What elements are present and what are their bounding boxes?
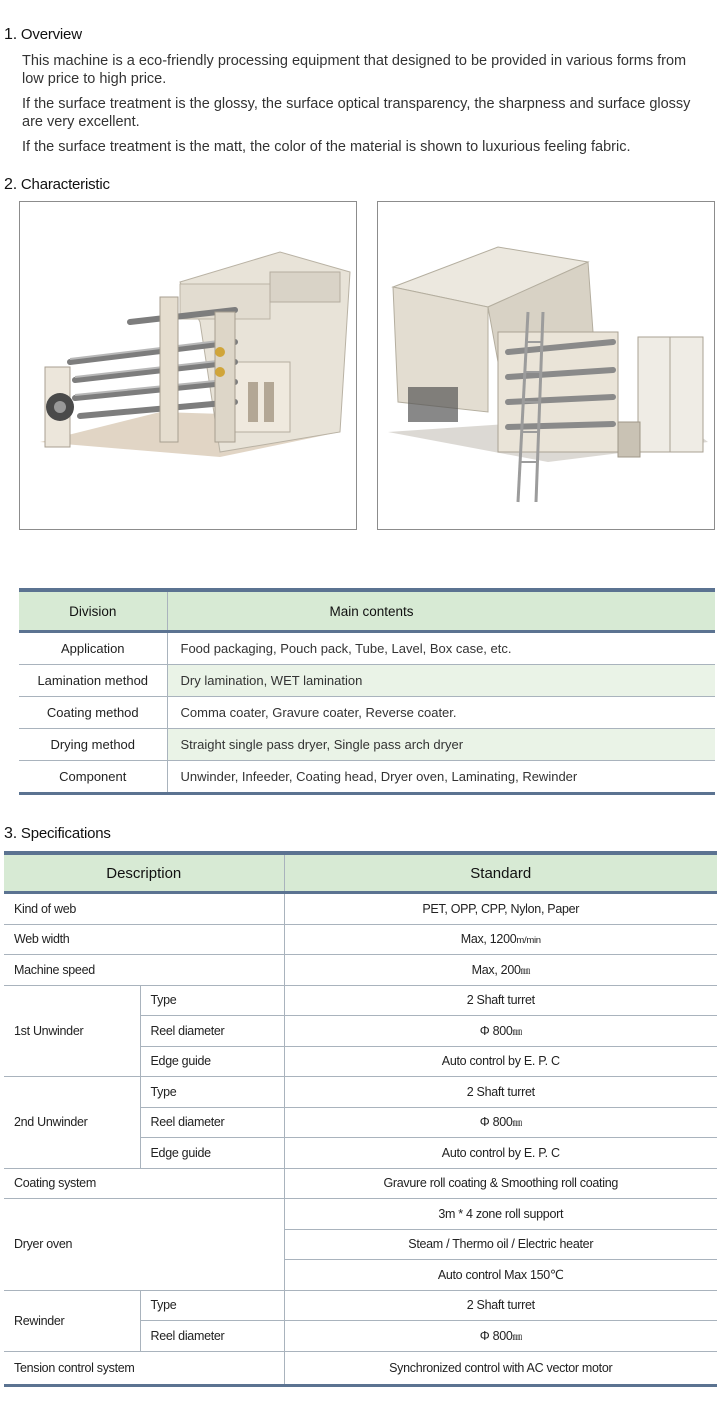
overview-title bbox=[4, 26, 82, 44]
laminating-machine-illustration-2 bbox=[378, 202, 714, 529]
header-division: Division bbox=[19, 590, 167, 632]
spec-value: Steam / Thermo oil / Electric heater bbox=[284, 1229, 717, 1260]
table-row bbox=[4, 985, 717, 1016]
spec-unit: ㎜ bbox=[520, 965, 530, 977]
spec-value: Gravure roll coating & Smoothing roll coating bbox=[284, 1168, 717, 1199]
spec-label: Machine speed bbox=[4, 955, 284, 986]
spec-unit: m/min bbox=[516, 935, 541, 947]
division-cell: Drying method bbox=[19, 729, 167, 761]
spec-sublabel: Edge guide bbox=[140, 1046, 284, 1077]
characteristic-table bbox=[19, 588, 715, 795]
overview-title-text: Overview bbox=[20, 26, 82, 43]
table-row bbox=[4, 924, 717, 955]
spec-value: Auto control by E. P. C bbox=[284, 1046, 717, 1077]
specifications-title bbox=[4, 825, 111, 843]
spec-value bbox=[284, 1016, 717, 1047]
spec-value-text: Φ 800 bbox=[479, 1328, 513, 1343]
division-cell: Coating method bbox=[19, 697, 167, 729]
spec-value-text: Φ 800 bbox=[479, 1023, 513, 1038]
table-row bbox=[4, 1290, 717, 1321]
characteristic-title bbox=[4, 176, 110, 194]
contents-cell: Unwinder, Infeeder, Coating head, Dryer oven, Laminating, Rewinder bbox=[167, 761, 715, 794]
specifications-table bbox=[4, 851, 717, 1387]
table-row bbox=[19, 729, 715, 761]
table-row bbox=[4, 1351, 717, 1385]
contents-cell: Food packaging, Pouch pack, Tube, Lavel, Box case, etc. bbox=[167, 632, 715, 665]
spec-value-text: Max, 1200 bbox=[460, 932, 517, 947]
specifications-title-number: 3. bbox=[4, 825, 17, 842]
spec-unit: ㎜ bbox=[512, 1026, 522, 1038]
spec-group-label: 2nd Unwinder bbox=[4, 1077, 140, 1169]
overview-paragraph-3: If the surface treatment is the matt, the color of the material is shown to luxurious feeling fabric. bbox=[22, 139, 631, 155]
spec-unit: ㎜ bbox=[512, 1331, 522, 1343]
spec-value-text: Φ 800 bbox=[479, 1115, 513, 1130]
spec-value bbox=[284, 955, 717, 986]
specifications-table-header bbox=[4, 853, 717, 893]
specifications-title-text: Specifications bbox=[20, 825, 111, 842]
characteristic-title-number: 2. bbox=[4, 176, 17, 193]
spec-value bbox=[284, 1321, 717, 1352]
spec-group-label: Dryer oven bbox=[4, 1199, 284, 1291]
spec-value: 2 Shaft turret bbox=[284, 1290, 717, 1321]
spec-sublabel: Type bbox=[140, 1077, 284, 1108]
spec-sublabel: Edge guide bbox=[140, 1138, 284, 1169]
header-main-contents: Main contents bbox=[167, 590, 715, 632]
spec-label: Coating system bbox=[4, 1168, 284, 1199]
spec-group-label: 1st Unwinder bbox=[4, 985, 140, 1077]
division-cell: Application bbox=[19, 632, 167, 665]
spec-sublabel: Reel diameter bbox=[140, 1107, 284, 1138]
spec-value: Synchronized control with AC vector motor bbox=[284, 1351, 717, 1385]
spec-sublabel: Type bbox=[140, 1290, 284, 1321]
spec-sublabel: Reel diameter bbox=[140, 1321, 284, 1352]
header-standard: Standard bbox=[284, 853, 717, 893]
division-cell: Component bbox=[19, 761, 167, 794]
spec-label: Tension control system bbox=[4, 1351, 284, 1385]
spec-label: Web width bbox=[4, 924, 284, 955]
machine-photo-1 bbox=[19, 201, 357, 530]
table-row bbox=[19, 761, 715, 794]
spec-sublabel: Type bbox=[140, 985, 284, 1016]
laminating-machine-illustration-1 bbox=[20, 202, 356, 529]
spec-value: 2 Shaft turret bbox=[284, 1077, 717, 1108]
table-row bbox=[4, 1199, 717, 1230]
spec-value bbox=[284, 1107, 717, 1138]
table-row bbox=[4, 1168, 717, 1199]
table-row bbox=[19, 697, 715, 729]
characteristic-title-text: Characteristic bbox=[20, 176, 110, 193]
overview-title-number: 1. bbox=[4, 26, 17, 43]
spec-group-label: Rewinder bbox=[4, 1290, 140, 1351]
header-description: Description bbox=[4, 853, 284, 893]
table-row bbox=[4, 1077, 717, 1108]
table-row bbox=[4, 955, 717, 986]
spec-value-text: Max, 200 bbox=[471, 962, 521, 977]
spec-value bbox=[284, 924, 717, 955]
contents-cell: Dry lamination, WET lamination bbox=[167, 665, 715, 697]
overview-paragraph-1: This machine is a eco-friendly processing equipment that designed to be provided in various forms from low price to high price. bbox=[22, 53, 687, 87]
table-row bbox=[19, 632, 715, 665]
spec-sublabel: Reel diameter bbox=[140, 1016, 284, 1047]
contents-cell: Comma coater, Gravure coater, Reverse coater. bbox=[167, 697, 715, 729]
characteristic-table-header bbox=[19, 590, 715, 632]
spec-value: Auto control Max 150℃ bbox=[284, 1260, 717, 1291]
overview-paragraph-2: If the surface treatment is the glossy, the surface optical transparency, the sharpness and surface glossy are very excellent. bbox=[22, 96, 691, 130]
table-row bbox=[4, 893, 717, 925]
machine-photo-2 bbox=[377, 201, 715, 530]
table-row bbox=[19, 665, 715, 697]
division-cell: Lamination method bbox=[19, 665, 167, 697]
spec-value: 3m * 4 zone roll support bbox=[284, 1199, 717, 1230]
spec-unit: ㎜ bbox=[512, 1118, 522, 1130]
contents-cell: Straight single pass dryer, Single pass arch dryer bbox=[167, 729, 715, 761]
spec-value: 2 Shaft turret bbox=[284, 985, 717, 1016]
spec-label: Kind of web bbox=[4, 893, 284, 925]
spec-value: PET, OPP, CPP, Nylon, Paper bbox=[284, 893, 717, 925]
spec-value: Auto control by E. P. C bbox=[284, 1138, 717, 1169]
